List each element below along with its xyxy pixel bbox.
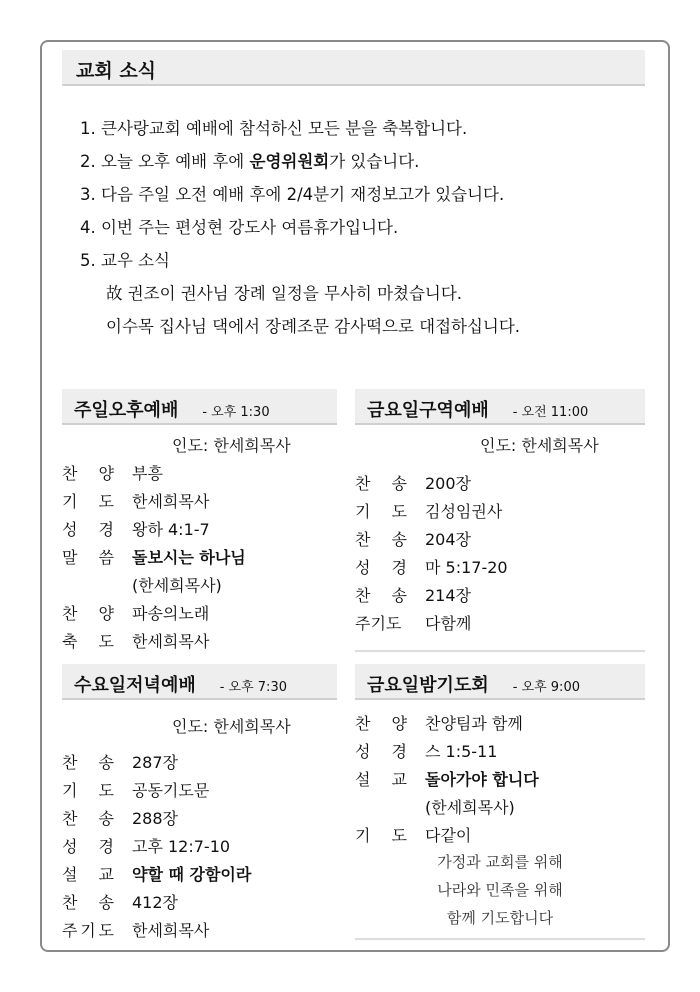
order-label-char: 경 <box>391 557 407 577</box>
order-label-char: 성 <box>62 519 78 539</box>
order-value: 214장 <box>425 585 471 605</box>
panel-title: 수요일저녁예배 <box>74 675 196 696</box>
order-label-char: 찬 <box>355 585 371 605</box>
order-row <box>62 803 337 831</box>
order-value: 고후 12:7-10 <box>132 836 231 856</box>
panel-header <box>62 389 337 425</box>
notice-subitem: 이수목 집사님 댁에서 장례조문 감사떡으로 대접하십니다. <box>106 317 521 336</box>
prayer-line: 함께 기도합니다 <box>446 909 554 927</box>
order-label-char: 말 <box>62 547 78 567</box>
order-label-char: 도 <box>391 825 407 845</box>
panel-header <box>355 389 645 425</box>
order-row <box>62 775 337 803</box>
panel-time: - 오후 1:30 <box>202 405 270 420</box>
order-label-char: 양 <box>98 463 114 483</box>
order-label-char: 찬 <box>62 752 78 772</box>
order-label <box>62 890 132 913</box>
order-value: 204장 <box>425 529 471 549</box>
order-label-char: 기 <box>355 825 371 845</box>
order-label-char: 도 <box>98 920 114 940</box>
order-list <box>62 458 337 654</box>
order-label-char: 찬 <box>355 473 371 493</box>
prayer-list <box>355 848 645 932</box>
order-label-char: 성 <box>355 557 371 577</box>
order-label-char: 찬 <box>355 529 371 549</box>
order-row <box>355 552 645 580</box>
prayer-line: 나라와 민족을 위해 <box>437 881 563 899</box>
order-label-char: 설 <box>355 769 371 789</box>
order-label <box>355 527 425 550</box>
order-label <box>355 767 425 790</box>
order-label-char: 양 <box>98 603 114 623</box>
notice-item: 4. 이번 주는 편성현 강도사 여름휴가입니다. <box>80 218 399 237</box>
order-value: 288장 <box>132 808 178 828</box>
order-value: 스 1:5-11 <box>425 741 498 761</box>
leader-text: 인도: 한세희목사 <box>172 436 291 455</box>
order-row <box>355 580 645 608</box>
order-value: 부흥 <box>132 463 163 483</box>
order-label-char: 찬 <box>62 603 78 623</box>
order-row <box>62 598 337 626</box>
notice-item: 1. 큰사랑교회 예배에 참석하신 모든 분을 축복합니다. <box>80 119 468 138</box>
divider <box>355 938 645 940</box>
order-label-char: 도 <box>98 491 114 511</box>
order-row <box>62 542 337 570</box>
order-continuation: (한세희목사) <box>132 575 222 595</box>
order-label-char: 기 <box>62 780 78 800</box>
order-value: 한세희목사 <box>132 631 210 651</box>
order-label-char: 찬 <box>355 713 371 733</box>
order-label-char: 주기도 <box>355 613 402 633</box>
order-row <box>62 747 337 775</box>
panel-title: 금요일구역예배 <box>367 400 489 421</box>
panel-title: 주일오후예배 <box>74 400 179 421</box>
order-row <box>355 468 645 496</box>
order-label <box>62 750 132 773</box>
order-label-char: 성 <box>355 741 371 761</box>
order-label-char: 찬 <box>62 892 78 912</box>
order-list <box>355 708 645 848</box>
order-row <box>62 514 337 542</box>
order-label-char: 주 <box>62 920 78 940</box>
leader-text: 인도: 한세희목사 <box>172 717 291 736</box>
order-label-char: 도 <box>98 780 114 800</box>
order-label-char: 도 <box>391 501 407 521</box>
order-value: 다같이 <box>425 825 472 845</box>
order-label <box>62 806 132 829</box>
notice-list <box>80 112 520 343</box>
notice-item: 3. 다음 주일 오전 예배 후에 2/4분기 재정보고가 있습니다. <box>80 185 505 204</box>
order-label <box>62 517 132 540</box>
order-row <box>62 626 337 654</box>
order-row <box>355 496 645 524</box>
order-label <box>355 711 425 734</box>
order-value: 김성임권사 <box>425 501 503 521</box>
order-label <box>355 471 425 494</box>
order-label-char: 찬 <box>62 808 78 828</box>
order-row <box>355 608 645 636</box>
order-label-char: 경 <box>98 836 114 856</box>
order-label <box>355 555 425 578</box>
order-label <box>62 778 132 801</box>
order-value: 287장 <box>132 752 178 772</box>
panel-title: 금요일밤기도회 <box>367 675 489 696</box>
order-label-char: 송 <box>391 473 407 493</box>
divider <box>355 650 645 652</box>
notice-header <box>62 50 645 86</box>
order-label-char: 기 <box>62 491 78 511</box>
order-label-char: 기 <box>80 920 96 940</box>
order-value: 찬양팀과 함께 <box>425 713 523 733</box>
order-row <box>355 524 645 552</box>
order-value: 마 5:17-20 <box>425 557 508 577</box>
friday-area-panel <box>355 389 645 636</box>
order-value: 200장 <box>425 473 471 493</box>
order-value: 파송의노래 <box>132 603 210 623</box>
panel-time: - 오후 9:00 <box>512 680 580 695</box>
order-label <box>62 545 132 568</box>
notice-item: 2. 오늘 오후 예배 후에 운영위원회가 있습니다. <box>80 152 420 171</box>
order-label-char: 송 <box>391 529 407 549</box>
order-label <box>62 601 132 624</box>
order-label-char: 경 <box>98 519 114 539</box>
order-label-char: 교 <box>98 864 114 884</box>
order-label-char: 송 <box>98 752 114 772</box>
order-row <box>62 887 337 915</box>
order-label-char: 송 <box>98 808 114 828</box>
order-row <box>62 458 337 486</box>
order-value: 약할 때 강함이라 <box>132 864 252 884</box>
panel-time: - 오전 11:00 <box>512 405 589 420</box>
order-value: 공동기도문 <box>132 780 210 800</box>
order-row <box>355 764 645 792</box>
order-label <box>355 583 425 606</box>
order-label <box>62 834 132 857</box>
panel-header <box>62 664 337 700</box>
order-value: 412장 <box>132 892 178 912</box>
leader-text: 인도: 한세희목사 <box>480 436 599 455</box>
order-list <box>62 747 337 943</box>
notice-subitem: 故 권조이 권사님 장례 일정을 무사히 마쳤습니다. <box>106 284 463 303</box>
order-label <box>62 918 132 941</box>
order-label <box>355 823 425 846</box>
order-label-char: 기 <box>355 501 371 521</box>
order-label-char: 도 <box>98 631 114 651</box>
order-value: 한세희목사 <box>132 491 210 511</box>
order-continuation: (한세희목사) <box>425 797 515 817</box>
order-list <box>355 468 645 636</box>
order-label-char: 송 <box>391 585 407 605</box>
order-label-char: 씀 <box>98 547 114 567</box>
order-label <box>62 461 132 484</box>
order-label-char: 축 <box>62 631 78 651</box>
order-value: 다함께 <box>425 613 472 633</box>
order-value: 왕하 4:1-7 <box>132 519 210 539</box>
order-row <box>355 820 645 848</box>
order-label <box>355 499 425 522</box>
notice-item: 5. 교우 소식 <box>80 251 171 270</box>
bold-text: 운영위원회 <box>249 152 330 171</box>
order-label-char: 찬 <box>62 463 78 483</box>
friday-night-panel <box>355 664 645 932</box>
order-label-char: 양 <box>391 713 407 733</box>
panel-time: - 오후 7:30 <box>219 680 287 695</box>
order-label-char: 교 <box>391 769 407 789</box>
order-row <box>355 708 645 736</box>
order-row <box>62 486 337 514</box>
order-row <box>62 859 337 887</box>
order-value: 한세희목사 <box>132 920 210 940</box>
order-label <box>62 862 132 885</box>
order-value: 돌보시는 하나님 <box>132 547 246 567</box>
order-label-char: 송 <box>98 892 114 912</box>
sunday-service-panel <box>62 389 337 654</box>
order-label-char: 경 <box>391 741 407 761</box>
order-label-char: 설 <box>62 864 78 884</box>
wednesday-service-panel <box>62 664 337 943</box>
order-value: 돌아가야 합니다 <box>425 769 539 789</box>
panel-header <box>355 664 645 700</box>
order-row <box>62 831 337 859</box>
notice-title: 교회 소식 <box>76 60 157 82</box>
order-label <box>62 489 132 512</box>
order-label <box>355 739 425 762</box>
prayer-line: 가정과 교회를 위해 <box>437 853 563 871</box>
order-label-char: 성 <box>62 836 78 856</box>
order-row <box>62 915 337 943</box>
order-label <box>62 629 132 652</box>
order-label <box>355 611 425 634</box>
order-row <box>355 736 645 764</box>
